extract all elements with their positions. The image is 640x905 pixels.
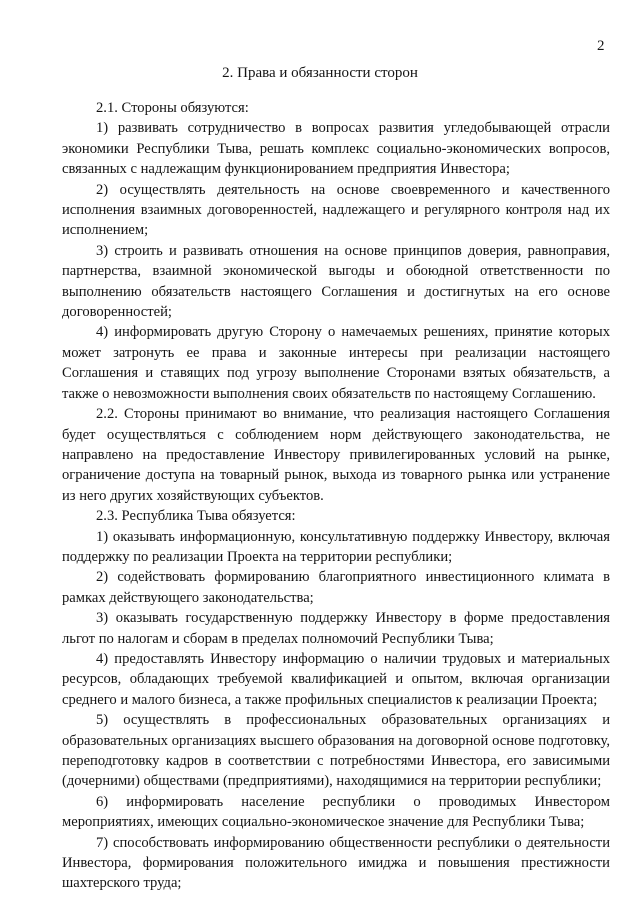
paragraph-2-1-item-3: 3) строить и развивать отношения на основе принципов доверия, равноправия, партнерства, взаимной экономической выгоды и обоюдной ответственности по выполнению обязательств настоящего Соглашения и достигнутых на его основе договоренностей; xyxy=(62,242,610,321)
paragraph-2-3-item-3: 3) оказывать государственную поддержку Инвестору в форме предоставления льгот по налогам и сборам в пределах полномочий Республики Тыва; xyxy=(62,610,610,647)
paragraph-2-3-item-2: 2) содействовать формированию благоприятного инвестиционного климата в рамках действующего законодательства; xyxy=(62,569,610,606)
paragraph-2-3-item-6: 6) информировать население республики о проводимых Инвестором мероприятиях, имеющих социально-экономическое значение для Республики Тыва; xyxy=(62,793,610,831)
paragraph-2-1-item-4: 4) информировать другую Сторону о намечаемых решениях, принятие которых может затронуть ее права и законные интересы при реализации настоящего Соглашения и ставящих под угрозу выполнение Сторонами взятых обязательств, а также о невозможности выполнения своих обязательств по настоящему Соглашению. xyxy=(62,324,610,402)
paragraph-2-3-heading: 2.3. Республика Тыва обязуется: xyxy=(96,508,296,525)
paragraph-2-3-item-5: 5) осуществлять в профессиональных образовательных организациях и образовательных организациях высшего образования на договорной основе подготовку, переподготовку кадров в соответствии с потребностями Инвестора, его зависимыми (дочерними) обществами (предприятиями), находящимися на территории республики; xyxy=(62,712,610,790)
paragraph-2-2: 2.2. Стороны принимают во внимание, что реализация настоящего Соглашения будет осуществляться с соблюдением норм действующего законодательства, не направлено на предоставление Инвестору привилегированных условий на рынке, ограничение доступа на товарный рынок, выхода из товарного рынка или устранение из него других хозяйствующих субъектов. xyxy=(62,406,610,504)
paragraph-2-3-item-7: 7) способствовать информированию общественности республики о деятельности Инвестора, формирования положительного имиджа и повышения престижности шахтерского труда; xyxy=(62,834,610,892)
paragraph-2-3-item-1: 1) оказывать информационную, консультативную поддержку Инвестору, включая поддержку по реализации Проекта на территории республики; xyxy=(62,528,610,565)
paragraph-2-3-item-4: 4) предоставлять Инвестору информацию о наличии трудовых и материальных ресурсов, обладающих требуемой квалификацией и опытом, включая организации среднего и малого бизнеса, а также профильных специалистов к реализации Проекта; xyxy=(62,650,610,708)
page-number: 2 xyxy=(597,38,605,54)
paragraph-2-1-item-2: 2) осуществлять деятельность на основе своевременного и качественного исполнения взаимных договоренностей, надлежащего и регулярного контроля над их исполнением; xyxy=(62,181,610,239)
document-body xyxy=(62,98,610,894)
section-title: 2. Права и обязанности сторон xyxy=(222,65,418,81)
paragraph-2-1-item-1: 1) развивать сотрудничество в вопросах развития угледобывающей отрасли экономики Республики Тыва, решать комплекс социально-экономических вопросов, связанных с надлежащим функционированием предприятия Инвестора; xyxy=(62,120,610,178)
paragraph-2-1-heading: 2.1. Стороны обязуются: xyxy=(96,100,249,116)
